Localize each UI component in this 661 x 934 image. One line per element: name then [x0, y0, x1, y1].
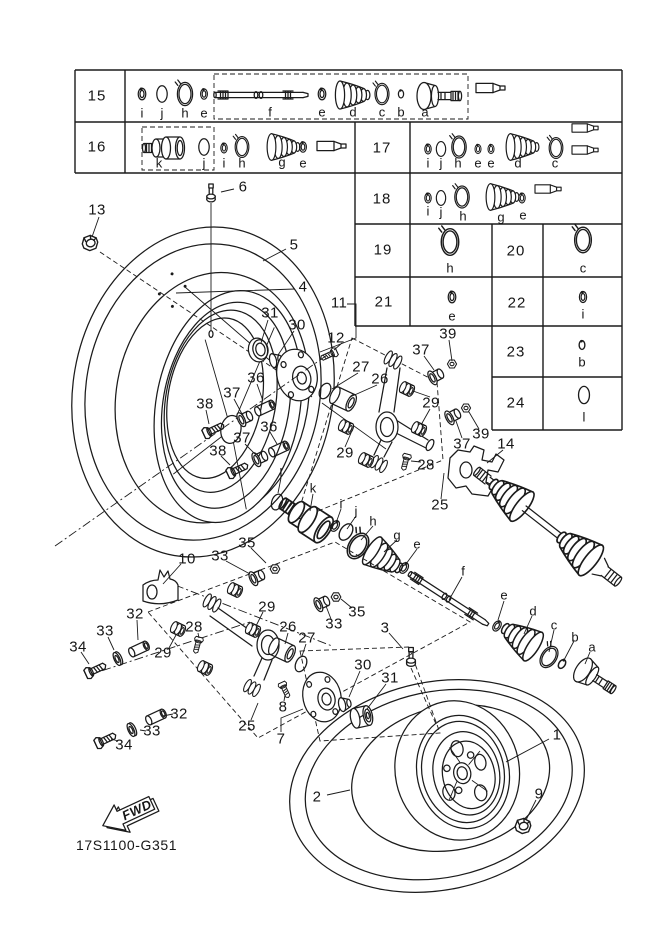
callout-33-a: 33: [211, 547, 229, 565]
table-row-18: 18: [372, 190, 392, 208]
item-letter: i: [426, 203, 430, 219]
callout-35-a: 35: [238, 534, 256, 552]
callout-32-b: 32: [170, 705, 188, 723]
diagram-letter-h: h: [369, 513, 377, 529]
table-row-24: 24: [506, 394, 526, 412]
callout-6: 6: [238, 178, 248, 196]
callout-28-b: 28: [185, 618, 203, 636]
item-letter: l: [582, 409, 586, 425]
item-letter: j: [160, 105, 164, 121]
table-row-21: 21: [374, 293, 394, 311]
callout-39-b: 39: [472, 425, 490, 443]
diagram-letter-g: g: [393, 527, 401, 543]
item-letter: h: [454, 155, 462, 171]
item-letter: b: [578, 354, 586, 370]
item-letter: h: [238, 155, 246, 171]
diagram-letter-i: i: [339, 496, 343, 512]
item-letter: j: [202, 155, 206, 171]
callout-1: 1: [552, 726, 562, 744]
lug-nut-13: [81, 234, 100, 252]
diagram-letter-l: l: [279, 465, 283, 481]
callout-3: 3: [380, 619, 390, 637]
table-row-23: 23: [506, 343, 526, 361]
callout-29-c: 29: [258, 598, 276, 616]
callout-27-b: 27: [298, 629, 316, 647]
table-row-20: 20: [506, 242, 526, 260]
table-row-22: 22: [507, 294, 527, 312]
diagram-letter-k: k: [309, 480, 317, 496]
callout-8: 8: [278, 698, 288, 716]
item-letter: c: [579, 260, 587, 276]
callout-33-b: 33: [325, 615, 343, 633]
item-letter: i: [426, 155, 430, 171]
item-letter: i: [581, 306, 585, 322]
diagram-letter-e2: e: [500, 587, 508, 603]
callout-37-b: 37: [453, 435, 471, 453]
callout-4: 4: [298, 278, 308, 296]
diagram-letter-d: d: [529, 603, 537, 619]
callout-25-b: 25: [238, 717, 256, 735]
callout-29-b: 29: [336, 444, 354, 462]
callout-29-a: 29: [422, 394, 440, 412]
table-row-17: 17: [372, 139, 392, 157]
item-letter: i: [140, 105, 144, 121]
callout-35-b: 35: [348, 603, 366, 621]
callout-38-b: 38: [209, 442, 227, 460]
callout-33-d: 33: [143, 722, 161, 740]
callout-11: 11: [330, 294, 348, 312]
item-letter: e: [299, 155, 307, 171]
item-letter: i: [222, 155, 226, 171]
callout-26-b: 26: [279, 618, 297, 636]
item-letter: e: [474, 155, 482, 171]
table-row-19: 19: [373, 241, 393, 259]
callout-33-c: 33: [96, 622, 114, 640]
assembled-axle: [464, 456, 631, 598]
item-letter: g: [278, 154, 286, 170]
callout-25-a: 25: [431, 496, 449, 514]
item-letter: h: [446, 260, 454, 276]
diagram-letter-j: j: [354, 503, 358, 519]
item-letter: h: [459, 208, 467, 224]
item-letter: e: [519, 207, 527, 223]
callout-32-a: 32: [126, 605, 144, 623]
fwd-arrow: [97, 789, 162, 842]
item-letter: g: [497, 209, 505, 225]
diagram-letter-f: f: [461, 563, 465, 579]
item-letter: j: [439, 204, 443, 220]
item-letter: e: [487, 155, 495, 171]
callout-28-a: 28: [417, 456, 435, 474]
callout-34-a: 34: [69, 638, 87, 656]
item-letter: e: [318, 104, 326, 120]
item-letter: k: [155, 155, 163, 171]
callout-7: 7: [276, 730, 286, 748]
callout-37-c: 37: [223, 384, 241, 402]
callout-36-b: 36: [260, 418, 278, 436]
callout-14: 14: [497, 435, 515, 453]
item-letter: d: [514, 155, 522, 171]
callout-27-a: 27: [352, 358, 370, 376]
item-letter: f: [268, 104, 272, 120]
drawing-code: 17S1100-G351: [76, 837, 178, 853]
callout-39-a: 39: [439, 325, 457, 343]
callout-37-a: 37: [412, 341, 430, 359]
table-row-16: 16: [87, 138, 107, 156]
item-letter: h: [181, 105, 189, 121]
item-letter: b: [397, 104, 405, 120]
item-letter: c: [551, 155, 559, 171]
callout-26-a: 26: [371, 370, 389, 388]
item-letter: e: [200, 105, 208, 121]
table-row-15: 15: [87, 87, 107, 105]
item-letter: c: [378, 104, 386, 120]
diagram-letter-a: a: [588, 639, 596, 655]
callout-31-b: 31: [381, 669, 399, 687]
callout-2: 2: [312, 788, 322, 806]
callout-10: 10: [178, 550, 196, 568]
callout-12: 12: [327, 329, 345, 347]
callout-5: 5: [289, 236, 299, 254]
fwd-label: FWD: [119, 796, 155, 824]
diagram-letter-c: c: [550, 617, 558, 633]
callout-38-a: 38: [196, 395, 214, 413]
callout-31-a: 31: [261, 304, 279, 322]
callout-30-a: 30: [288, 316, 306, 334]
callout-29-d: 29: [154, 644, 172, 662]
diagram-letter-e: e: [413, 536, 421, 552]
item-letter: d: [349, 104, 357, 120]
item-letter: a: [421, 104, 429, 120]
callout-36-a: 36: [247, 369, 265, 387]
item-letter: e: [448, 308, 456, 324]
valve-stem-6: [207, 184, 215, 202]
callout-34-b: 34: [115, 736, 133, 754]
item-letter: j: [439, 155, 443, 171]
callout-13: 13: [88, 201, 106, 219]
callout-9: 9: [534, 785, 544, 803]
callout-37-d: 37: [233, 429, 251, 447]
callout-30-b: 30: [354, 656, 372, 674]
diagram-letter-b: b: [571, 629, 579, 645]
